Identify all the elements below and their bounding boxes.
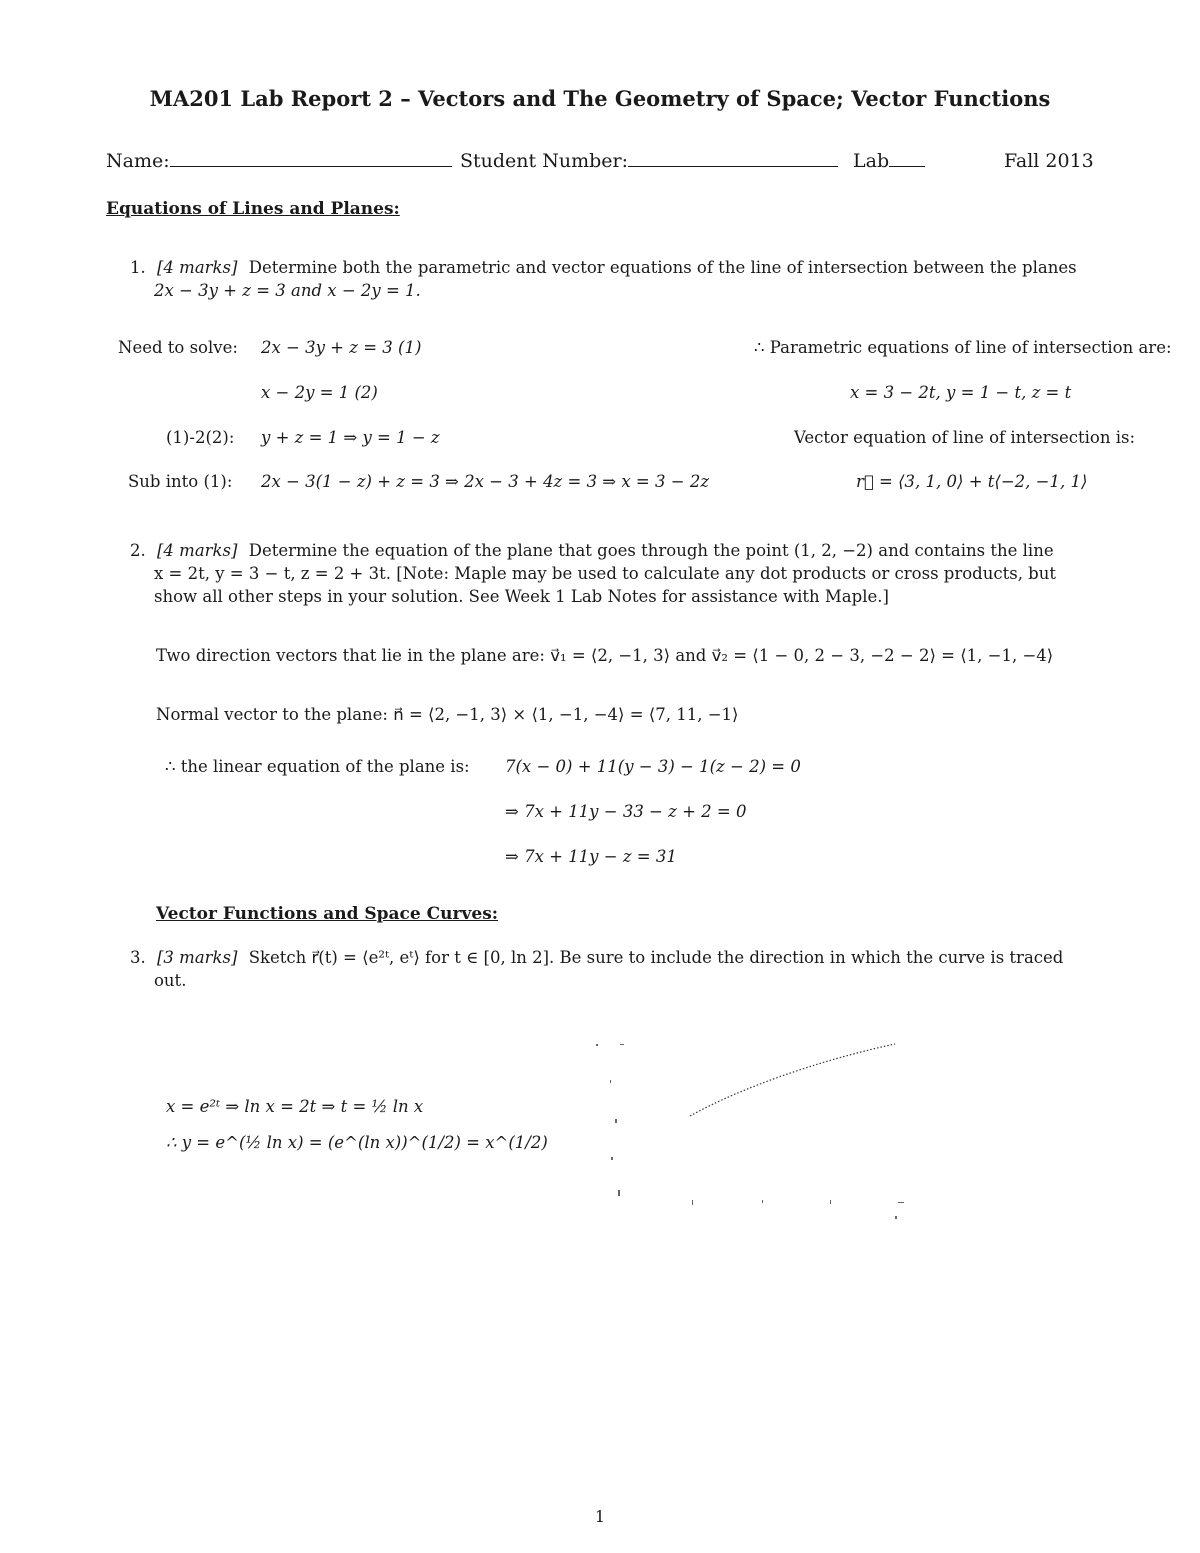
- section-heading-lines-planes: Equations of Lines and Planes:: [106, 199, 400, 219]
- marks-label: [4 marks]: [157, 258, 238, 277]
- question-3: [130, 946, 1110, 992]
- solution-line: Normal vector to the plane: n⃗ = ⟨2, −1, 3⟩ × ⟨1, −1, −4⟩ = ⟨7, 11, −1⟩: [156, 705, 739, 724]
- marks-label: [4 marks]: [157, 541, 238, 560]
- question-text: out.: [154, 971, 187, 990]
- student-number-label: Student Number:: [460, 150, 628, 172]
- equation: r⃗ = ⟨3, 1, 0⟩ + t⟨−2, −1, 1⟩: [856, 472, 1088, 491]
- equation: x = 3 − 2t, y = 1 − t, z = t: [850, 383, 1072, 402]
- solution-label: ∴ Parametric equations of line of intersection are:: [754, 338, 1172, 357]
- question-text: Sketch r⃗(t) = ⟨e²ᵗ, eᵗ⟩ for t ∈ [0, ln 2]. Be sure to include the direction in which the curve is traced: [248, 948, 1064, 967]
- question-2: [130, 539, 1130, 608]
- solution-label: (1)-2(2):: [166, 428, 235, 447]
- equation: ⇒ 7x + 11y − z = 31: [505, 847, 677, 866]
- lab-label: Lab: [853, 150, 890, 172]
- marks-label: [3 marks]: [157, 948, 238, 967]
- name-label: Name:: [106, 150, 170, 172]
- question-text: x = 2t, y = 3 − t, z = 2 + 3t. [Note: Maple may be used to calculate any dot products or cross products, but: [154, 564, 1056, 583]
- equation: 2x − 3y + z = 3 (1): [261, 338, 422, 357]
- question-text: 2x − 3y + z = 3 and x − 2y = 1.: [154, 281, 421, 300]
- question-text: Determine both the parametric and vector equations of the line of intersection between the planes: [248, 258, 1077, 277]
- solution-label: Vector equation of line of intersection is:: [794, 428, 1136, 447]
- sketch-curve: [690, 1044, 895, 1116]
- equation: ⇒ 7x + 11y − 33 − z + 2 = 0: [505, 802, 747, 821]
- question-number: 3.: [130, 948, 146, 967]
- equation: y + z = 1 ⇒ y = 1 − z: [261, 428, 440, 447]
- student-number-blank: [628, 166, 838, 167]
- curve-sketch: [590, 1030, 910, 1230]
- equation: x = e²ᵗ ⇒ ln x = 2t ⇒ t = ½ ln x: [166, 1097, 424, 1116]
- equation: x − 2y = 1 (2): [261, 383, 378, 402]
- solution-label: ∴ the linear equation of the plane is:: [165, 757, 470, 776]
- sketch-axis-ticks: [596, 1044, 904, 1219]
- solution-line: Two direction vectors that lie in the plane are: v⃗₁ = ⟨2, −1, 3⟩ and v⃗₂ = ⟨1 − 0, 2 − 3, −2 − 2⟩ = ⟨1, −1, −4⟩: [156, 646, 1054, 665]
- question-number: 2.: [130, 541, 146, 560]
- solution-label: Need to solve:: [118, 338, 238, 357]
- page-title: MA201 Lab Report 2 – Vectors and The Geometry of Space; Vector Functions: [149, 86, 1051, 111]
- equation: 2x − 3(1 − z) + z = 3 ⇒ 2x − 3 + 4z = 3 ⇒ x = 3 − 2z: [261, 472, 710, 491]
- equation: ∴ y = e^(½ ln x) = (e^(ln x))^(1/2) = x^(1/2): [166, 1133, 548, 1152]
- lab-blank: [889, 166, 925, 167]
- equation: 7(x − 0) + 11(y − 3) − 1(z − 2) = 0: [505, 757, 801, 776]
- name-blank: [170, 166, 452, 167]
- question-number: 1.: [130, 258, 146, 277]
- section-heading-vector-functions: Vector Functions and Space Curves:: [156, 904, 499, 924]
- page-number: 1: [594, 1507, 606, 1526]
- question-text: show all other steps in your solution. See Week 1 Lab Notes for assistance with Maple.]: [154, 587, 889, 606]
- solution-label: Sub into (1):: [128, 472, 233, 491]
- term-label: Fall 2013: [1004, 150, 1094, 172]
- question-text: Determine the equation of the plane that goes through the point (1, 2, −2) and contains the line: [248, 541, 1054, 560]
- question-1: [130, 256, 1110, 302]
